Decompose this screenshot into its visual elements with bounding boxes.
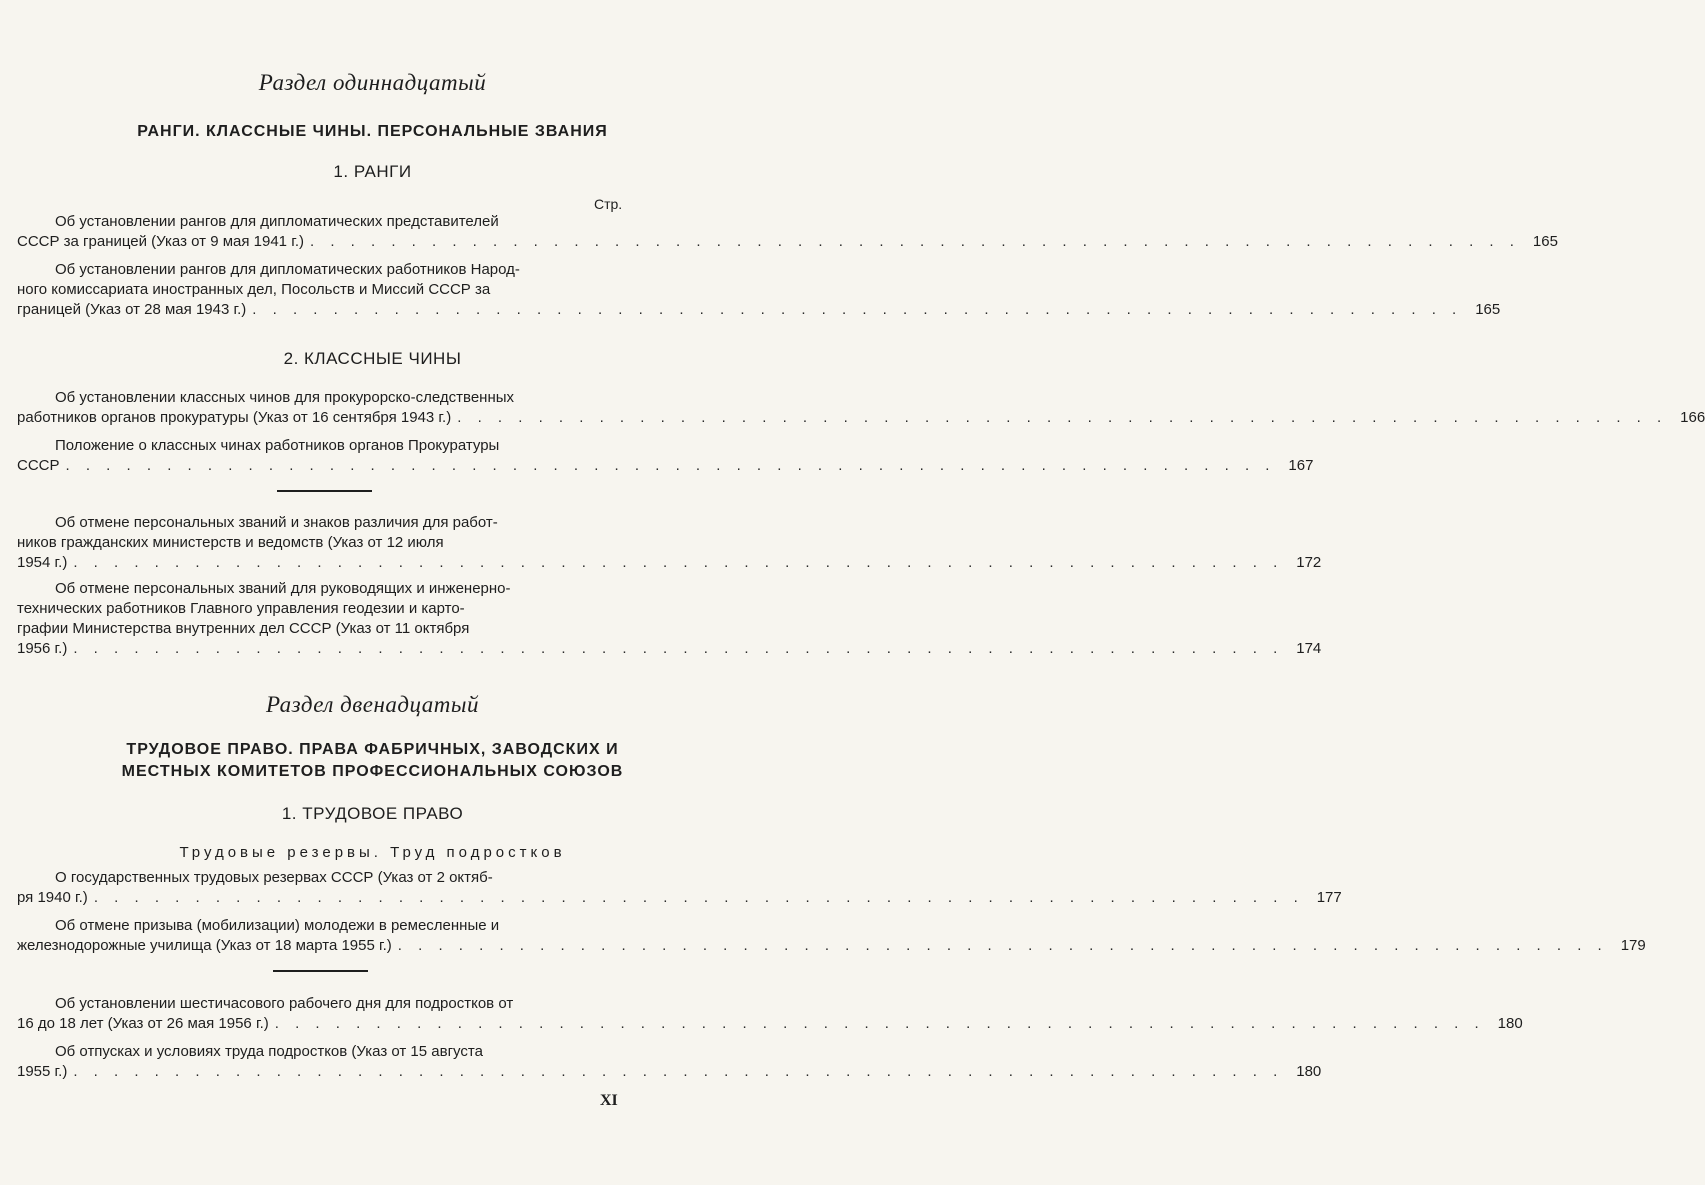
entry-text-line: Об отмене персональных званий и знаков различия для работ- <box>55 514 498 531</box>
entry-text-line: СССР <box>17 457 60 474</box>
dot-leader: . . . . . . . . . . . . . . . . . . . . . . . . . . . . . . . . . . . . . . . . . . . . . . . . . . . . . . . . . . . . <box>457 409 1668 426</box>
entry-last-line <box>17 888 1342 908</box>
entry-last-line <box>17 408 1705 428</box>
dot-leader: . . . . . . . . . . . . . . . . . . . . . . . . . . . . . . . . . . . . . . . . . . . . . . . . . . . . . . . . . . . . <box>73 1063 1284 1080</box>
entry-last-line <box>17 1062 1322 1082</box>
toc-entry[interactable] <box>17 868 1342 908</box>
entry-page-number: 174 <box>1296 640 1322 657</box>
subsection-labor-law-title: 1. ТРУДОВОЕ ПРАВО <box>281 804 464 823</box>
section-twelve-title-line1: ТРУДОВОЕ ПРАВО. ПРАВА ФАБРИЧНЫХ, ЗАВОДСКИХ И <box>126 741 619 758</box>
entry-text-line: 1956 г.) <box>17 640 68 657</box>
entry-text-line: ного комиссариата иностранных дел, Посольств и Миссий СССР за <box>17 281 491 298</box>
section-eleven-heading: Раздел одиннадцатый <box>258 70 487 95</box>
dot-leader: . . . . . . . . . . . . . . . . . . . . . . . . . . . . . . . . . . . . . . . . . . . . . . . . . . . . . . . . . . . . <box>73 554 1284 571</box>
dot-leader: . . . . . . . . . . . . . . . . . . . . . . . . . . . . . . . . . . . . . . . . . . . . . . . . . . . . . . . . . . . . <box>93 889 1304 906</box>
entry-page-number: 165 <box>1532 233 1558 250</box>
entry-text-line: технических работников Главного управления геодезии и карто- <box>17 600 465 617</box>
entry-last-line <box>17 936 1646 956</box>
entry-text-line: Об установлении рангов для дипломатических работников Народ- <box>55 261 520 278</box>
entry-last-line <box>17 553 1322 573</box>
toc-entry[interactable] <box>17 260 1501 320</box>
dot-leader: . . . . . . . . . . . . . . . . . . . . . . . . . . . . . . . . . . . . . . . . . . . . . . . . . . . . . . . . . . . . <box>73 640 1284 657</box>
entry-page-number: 177 <box>1316 889 1342 906</box>
subsection-ranks-title: 1. РАНГИ <box>333 162 412 181</box>
entry-text-line: ников гражданских министерств и ведомств (Указ от 12 июля <box>17 534 444 551</box>
entry-text-line: Об установлении классных чинов для прокурорско-следственных <box>55 389 515 406</box>
entry-text-line: СССР за границей (Указ от 9 мая 1941 г.) <box>17 233 304 250</box>
toc-entry[interactable] <box>17 579 1322 659</box>
entry-last-line <box>17 456 1314 476</box>
entry-last-line <box>17 232 1558 252</box>
entry-text-line: 1955 г.) <box>17 1063 68 1080</box>
divider-rule <box>273 970 368 972</box>
entry-page-number: 165 <box>1475 301 1501 318</box>
entry-text-line: О государственных трудовых резервах СССР (Указ от 2 октяб- <box>55 869 493 886</box>
section-eleven-title: РАНГИ. КЛАССНЫЕ ЧИНЫ. ПЕРСОНАЛЬНЫЕ ЗВАНИЯ <box>137 123 608 140</box>
dot-leader: . . . . . . . . . . . . . . . . . . . . . . . . . . . . . . . . . . . . . . . . . . . . . . . . . . . . . . . . . . . . <box>252 301 1463 318</box>
dot-leader: . . . . . . . . . . . . . . . . . . . . . . . . . . . . . . . . . . . . . . . . . . . . . . . . . . . . . . . . . . . . <box>274 1015 1485 1032</box>
entry-text-line: границей (Указ от 28 мая 1943 г.) <box>17 301 247 318</box>
toc-entry[interactable] <box>17 388 1705 428</box>
section-twelve-title-line2: МЕСТНЫХ КОМИТЕТОВ ПРОФЕССИОНАЛЬНЫХ СОЮЗОВ <box>121 763 624 780</box>
subsection-class-ranks-title: 2. КЛАССНЫЕ ЧИНЫ <box>283 349 462 368</box>
entry-last-line <box>17 1014 1523 1034</box>
toc-entry[interactable] <box>17 212 1558 252</box>
entry-text-line: Об установлении шестичасового рабочего дня для подростков от <box>55 995 514 1012</box>
dot-leader: . . . . . . . . . . . . . . . . . . . . . . . . . . . . . . . . . . . . . . . . . . . . . . . . . . . . . . . . . . . . <box>397 937 1608 954</box>
entry-text-line: Об установлении рангов для дипломатических представителей <box>55 213 499 230</box>
topic-heading: Трудовые резервы. Труд подростков <box>179 844 566 861</box>
entry-text-line: графии Министерства внутренних дел СССР (Указ от 11 октября <box>17 620 470 637</box>
toc-entry[interactable] <box>17 1042 1322 1082</box>
entry-page-number: 166 <box>1680 409 1705 426</box>
entry-page-number: 167 <box>1288 457 1314 474</box>
toc-entry[interactable] <box>17 436 1314 476</box>
entry-text-line: Об отмене персональных званий для руководящих и инженерно- <box>55 580 511 597</box>
entry-page-number: 180 <box>1497 1015 1523 1032</box>
entry-text-line: 1954 г.) <box>17 554 68 571</box>
dot-leader: . . . . . . . . . . . . . . . . . . . . . . . . . . . . . . . . . . . . . . . . . . . . . . . . . . . . . . . . . . . . <box>310 233 1520 250</box>
entry-page-number: 180 <box>1296 1063 1322 1080</box>
page-folio: XI <box>600 1092 618 1109</box>
entry-text-line: Об отмене призыва (мобилизации) молодежи в ремесленные и <box>55 917 500 934</box>
entry-text-line: Положение о классных чинах работников органов Прокуратуры <box>55 437 500 454</box>
toc-entry[interactable] <box>17 513 1322 573</box>
entry-page-number: 172 <box>1296 554 1322 571</box>
toc-entry[interactable] <box>17 994 1523 1034</box>
dot-leader: . . . . . . . . . . . . . . . . . . . . . . . . . . . . . . . . . . . . . . . . . . . . . . . . . . . . . . . . . . . . <box>65 457 1276 474</box>
divider-rule <box>277 490 372 492</box>
entry-text-line: 16 до 18 лет (Указ от 26 мая 1956 г.) <box>17 1015 269 1032</box>
entry-last-line <box>17 639 1322 659</box>
section-twelve-heading: Раздел двенадцатый <box>265 692 479 717</box>
toc-entry[interactable] <box>17 916 1646 956</box>
page-column-label: Стр. <box>594 196 623 212</box>
entry-text-line: железнодорожные училища (Указ от 18 марта 1955 г.) <box>17 937 392 954</box>
entry-page-number: 179 <box>1620 937 1646 954</box>
entry-text-line: работников органов прокуратуры (Указ от 16 сентября 1943 г.) <box>17 409 452 426</box>
entry-text-line: ря 1940 г.) <box>17 889 88 906</box>
entry-last-line <box>17 300 1501 320</box>
entry-text-line: Об отпусках и условиях труда подростков (Указ от 15 августа <box>55 1043 483 1060</box>
